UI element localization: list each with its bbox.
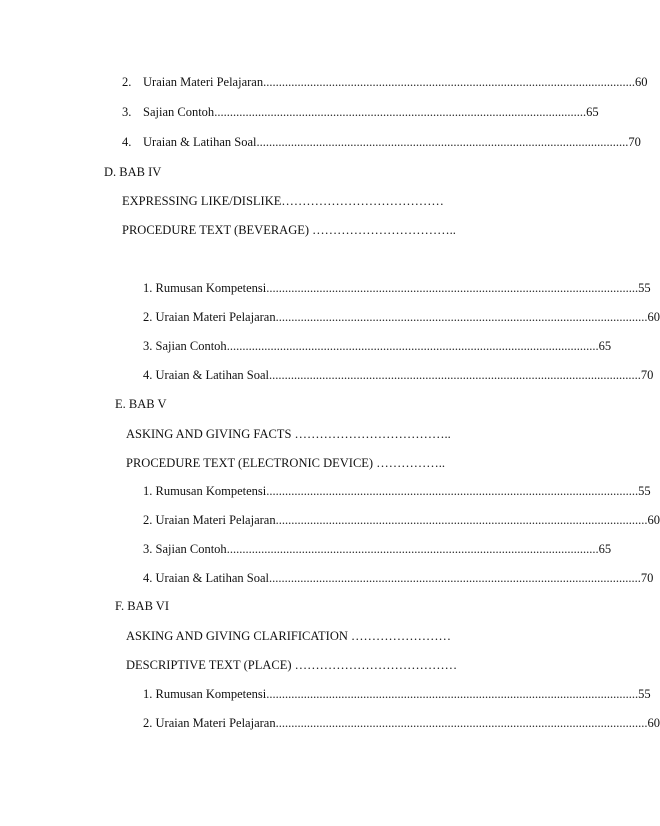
toc-entry-page: 70 (640, 368, 654, 382)
leader-dots: ....................................................................................................................... (266, 687, 639, 701)
toc-entry (143, 512, 660, 528)
toc-entry-number: 4. (122, 135, 132, 149)
leader-dots: ....................................................................................................................... (214, 105, 587, 119)
toc-entry-title: 4. Uraian & Latihan Soal (143, 571, 270, 585)
toc-entry-page: 65 (598, 339, 612, 353)
toc-entry-page: 60 (634, 75, 648, 89)
leader-dots: ....................................................................................................................... (275, 310, 648, 324)
leader-dots: ....................................................................................................................... (266, 484, 639, 498)
toc-entry-title: 2. Uraian Materi Pelajaran (143, 716, 276, 730)
toc-entry-page: 70 (640, 571, 654, 585)
subsection-title: PROCEDURE TEXT (ELECTRONIC DEVICE) …………….. (126, 456, 445, 470)
leader-dots: ....................................................................................................................... (226, 339, 599, 353)
toc-entry-title: 3. Sajian Contoh (143, 542, 227, 556)
toc-entry-title: Uraian Materi Pelajaran (143, 75, 264, 89)
leader-dots: ....................................................................................................................... (275, 716, 648, 730)
subsection-title: ASKING AND GIVING FACTS ……………………………….. (126, 427, 451, 441)
toc-entry (122, 104, 599, 120)
leader-dots: ....................................................................................................................... (263, 75, 635, 89)
leader-dots: ....................................................................................................................... (226, 542, 599, 556)
toc-entry (143, 280, 651, 296)
toc-entry-page: 55 (638, 687, 651, 701)
toc-entry (122, 74, 648, 90)
leader-dots: ....................................................................................................................... (275, 513, 648, 527)
toc-entry (143, 715, 660, 731)
toc-entry (143, 367, 654, 383)
toc-entry-number: 3. (122, 105, 132, 119)
leader-dots: ....................................................................................................................... (269, 571, 641, 585)
toc-entry-number: 2. (122, 75, 132, 89)
toc-entry-title: Uraian & Latihan Soal (143, 135, 257, 149)
subsection-title: EXPRESSING LIKE/DISLIKE………………………………… (122, 194, 444, 208)
toc-entry (143, 570, 654, 586)
toc-entry-title: 1. Rumusan Kompetensi (143, 687, 267, 701)
toc-entry-page: 55 (638, 484, 651, 498)
toc-entry (143, 541, 612, 557)
section-heading: F. BAB VI (115, 599, 169, 613)
toc-entry-page: 60 (647, 716, 660, 730)
leader-dots: ....................................................................................................................... (266, 281, 639, 295)
toc-entry-page: 65 (586, 105, 599, 119)
toc-entry (143, 338, 612, 354)
toc-entry (122, 134, 641, 150)
subsection-title: DESCRIPTIVE TEXT (PLACE) ………………………………… (126, 658, 458, 672)
toc-entry (143, 483, 651, 499)
toc-entry-title: 2. Uraian Materi Pelajaran (143, 513, 276, 527)
toc-entry-title: Sajian Contoh (143, 105, 215, 119)
toc-entry-page: 55 (638, 281, 651, 295)
toc-entry-page: 60 (647, 513, 660, 527)
toc-entry-page: 70 (628, 135, 641, 149)
toc-entry-title: 4. Uraian & Latihan Soal (143, 368, 270, 382)
section-heading: D. BAB IV (104, 165, 162, 179)
toc-entry-title: 2. Uraian Materi Pelajaran (143, 310, 276, 324)
toc-entry-title: 1. Rumusan Kompetensi (143, 281, 267, 295)
section-heading: E. BAB V (115, 397, 167, 411)
toc-entry-title: 3. Sajian Contoh (143, 339, 227, 353)
toc-entry-page: 65 (598, 542, 612, 556)
toc-entry (143, 686, 651, 702)
subsection-title: PROCEDURE TEXT (BEVERAGE) …………………………….. (122, 223, 456, 237)
toc-entry-page: 60 (647, 310, 660, 324)
toc-entry (143, 309, 660, 325)
subsection-title: ASKING AND GIVING CLARIFICATION …………………… (126, 629, 451, 643)
leader-dots: ....................................................................................................................... (269, 368, 641, 382)
leader-dots: ....................................................................................................................... (256, 135, 629, 149)
toc-entry-title: 1. Rumusan Kompetensi (143, 484, 267, 498)
